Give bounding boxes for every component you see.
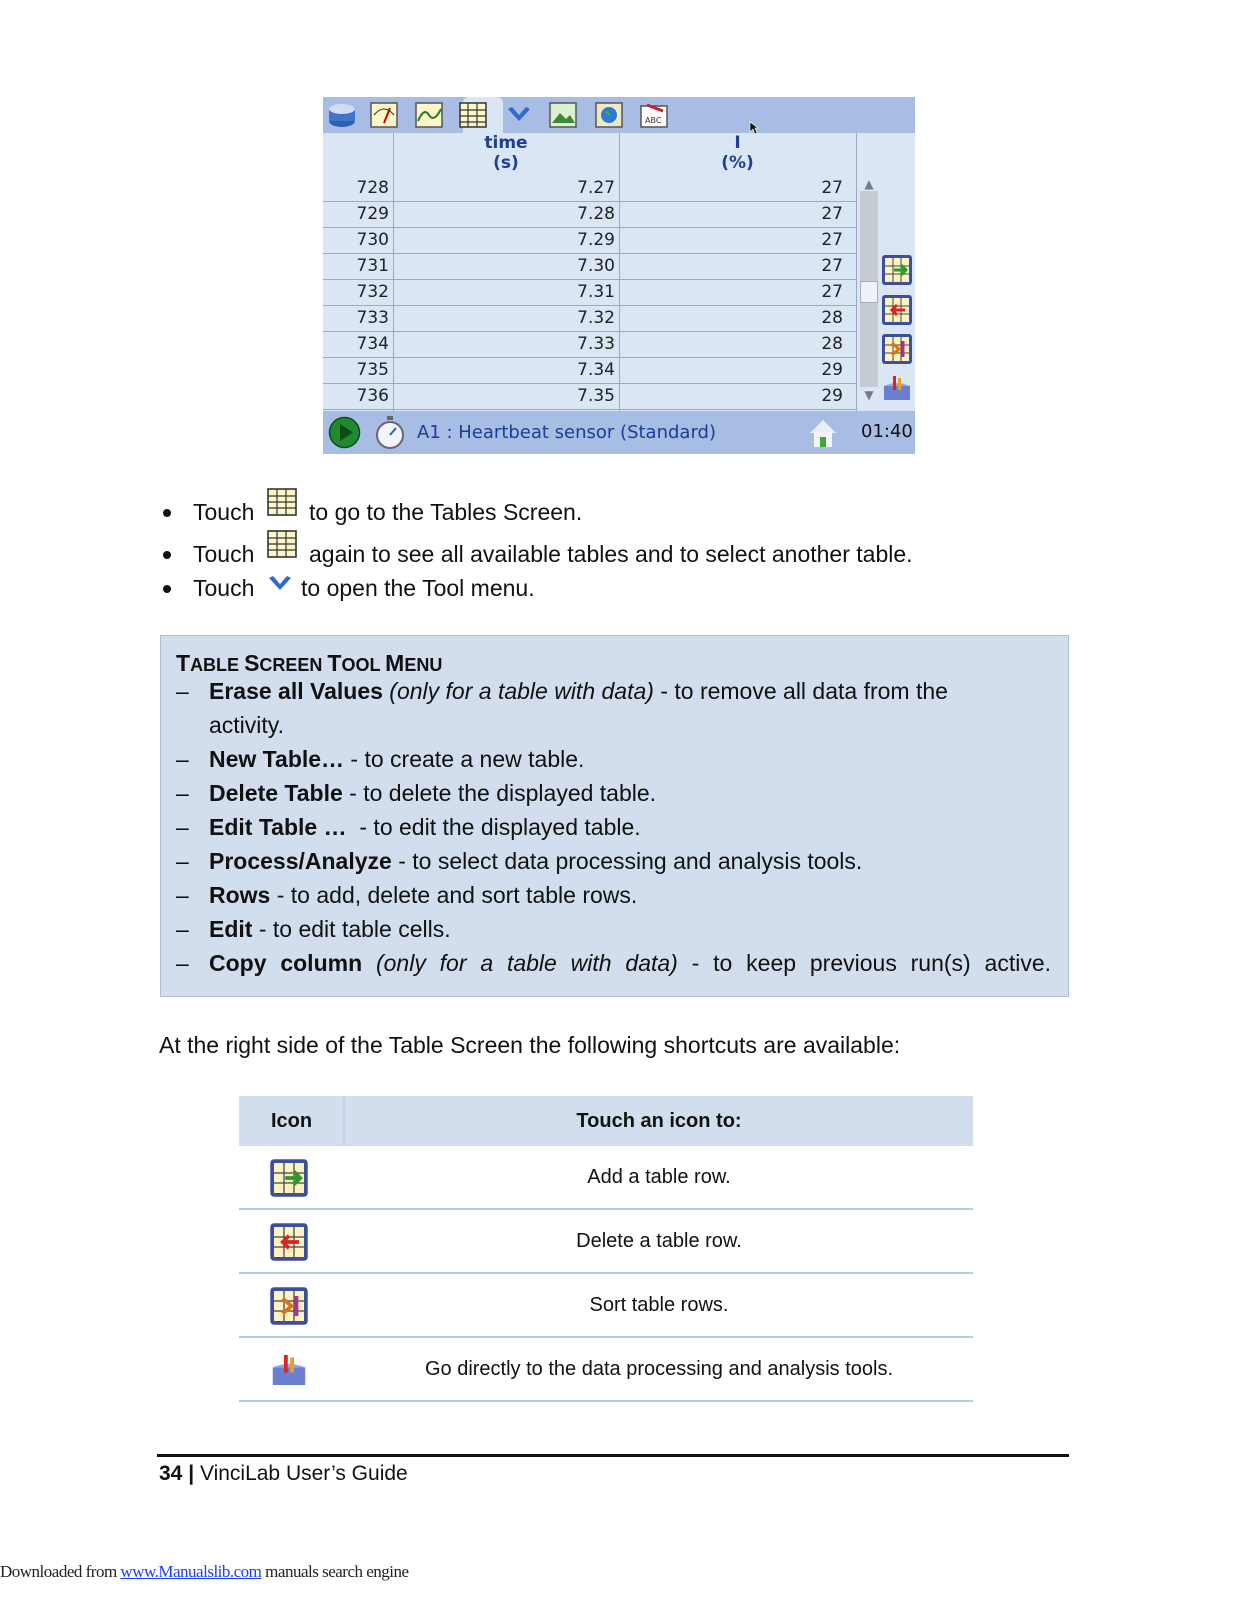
menu-item-name: New Table…: [209, 746, 345, 772]
scroll-up-arrow-icon[interactable]: ▲: [864, 177, 874, 191]
download-prefix: Downloaded from: [0, 1562, 121, 1581]
bullet-text: again to see all available tables and to select another table.: [309, 541, 913, 567]
row-number: 728: [356, 178, 389, 198]
dash: –: [176, 882, 189, 908]
table-icon[interactable]: [458, 101, 488, 129]
column-header-i-name: I: [734, 133, 741, 153]
table-row[interactable]: [323, 331, 856, 358]
bullet-text: to go to the Tables Screen.: [309, 499, 583, 525]
time-cell: 7.28: [577, 204, 615, 224]
table-row[interactable]: [323, 175, 856, 202]
dash: –: [176, 678, 189, 704]
i-cell: 27: [821, 230, 843, 250]
footer-separator: |: [188, 1462, 195, 1485]
globe-icon[interactable]: [594, 101, 624, 129]
row-number: 735: [356, 360, 389, 380]
meter-icon[interactable]: [369, 101, 399, 129]
row-number: 733: [356, 308, 389, 328]
guide-title: VinciLab User’s Guide: [199, 1462, 408, 1485]
table-row[interactable]: [323, 279, 856, 306]
image-icon[interactable]: [548, 101, 578, 129]
time-cell: 7.30: [577, 256, 615, 276]
tool-menu-chevron-icon: [267, 574, 293, 596]
table-icon: [266, 529, 298, 561]
shortcuts-table-header: [239, 1096, 973, 1146]
i-cell: 29: [821, 386, 843, 406]
footer-rule: [157, 1454, 1069, 1457]
time-cell: 7.34: [577, 360, 615, 380]
sensor-label: A1 : Heartbeat sensor (Standard): [417, 422, 716, 443]
bullet-lead: Touch: [193, 541, 255, 567]
title-part: M: [385, 650, 405, 676]
title-part: ENU: [404, 655, 443, 675]
menu-item-text: [209, 912, 1051, 946]
menu-item-desc: - to edit the displayed table.: [346, 814, 641, 840]
menu-item-name: Edit: [209, 916, 253, 942]
menu-item-name: Process/Analyze: [209, 848, 392, 874]
device-status-bar: [323, 411, 915, 454]
start-play-icon[interactable]: [328, 416, 361, 449]
i-cell: 27: [821, 178, 843, 198]
activity-icon[interactable]: [327, 101, 357, 129]
bullet-lead: Touch: [193, 499, 255, 525]
menu-item-desc: - to create a new table.: [344, 746, 585, 772]
shortcuts-intro: At the right side of the Table Screen the following shortcuts are available:: [159, 1032, 901, 1058]
shortcut-desc: Delete a table row.: [576, 1230, 742, 1252]
graph-icon[interactable]: [414, 101, 444, 129]
i-cell: 27: [821, 256, 843, 276]
title-part: CREEN: [259, 655, 328, 675]
menu-item-text: [209, 776, 1051, 810]
row-number: 734: [356, 334, 389, 354]
title-part: OOL: [341, 655, 386, 675]
column-header-i[interactable]: [619, 133, 856, 175]
table-scrollbar[interactable]: [856, 133, 881, 411]
scroll-down-arrow-icon[interactable]: ▼: [864, 388, 874, 402]
dash: –: [176, 746, 189, 772]
bullet-dot: [163, 509, 171, 517]
add-row-icon[interactable]: [881, 254, 913, 286]
stopwatch-icon[interactable]: [373, 415, 407, 451]
header-icon: Icon: [271, 1110, 313, 1132]
menu-item-name: Erase all Values: [209, 678, 383, 704]
shortcut-desc: Go directly to the data processing and analysis tools.: [424, 1358, 894, 1380]
table-row[interactable]: [323, 383, 856, 410]
bullet-lead: Touch: [193, 575, 255, 601]
toolbox-icon[interactable]: [881, 372, 913, 404]
dash: –: [176, 814, 189, 840]
menu-item-text: [209, 674, 1051, 742]
sort-rows-icon: [269, 1286, 309, 1326]
column-header-time[interactable]: [393, 133, 619, 175]
time-cell: 7.31: [577, 282, 615, 302]
tool-menu-box: [160, 635, 1069, 997]
notes-icon[interactable]: [639, 101, 669, 129]
row-number: 729: [356, 204, 389, 224]
column-header-time-unit: (s): [493, 153, 519, 173]
bullet-dot: [163, 551, 171, 559]
title-part: T: [327, 650, 342, 676]
time-cell: 7.27: [577, 178, 615, 198]
tool-menu-chevron-icon[interactable]: [504, 101, 534, 129]
device-toolbar: [323, 97, 915, 133]
menu-item-note: (only for a table with data): [389, 678, 654, 704]
i-cell: 27: [821, 282, 843, 302]
menu-item-desc: - to remove all data from the: [653, 678, 948, 704]
menu-item-desc: - to add, delete and sort table rows.: [270, 882, 638, 908]
menu-item-text: [209, 878, 1051, 912]
toolbox-icon: [269, 1350, 309, 1390]
i-cell: 28: [821, 308, 843, 328]
manualslib-link[interactable]: www.Manualslib.com: [120, 1562, 262, 1581]
time-cell: 7.29: [577, 230, 615, 250]
menu-item-name: Delete Table: [209, 780, 343, 806]
scroll-thumb[interactable]: [860, 281, 878, 303]
menu-item-desc: - to select data processing and analysis tools.: [391, 848, 863, 874]
table-row[interactable]: [323, 201, 856, 228]
menu-item-desc-cont: activity.: [209, 712, 284, 738]
menu-item-text: [209, 946, 1051, 980]
table-row: [239, 1146, 973, 1210]
column-header-time-name: time: [484, 133, 528, 153]
i-cell: 27: [821, 204, 843, 224]
delete-row-icon[interactable]: [881, 294, 913, 326]
device-data-table: [323, 133, 856, 411]
device-screenshot: [323, 97, 915, 454]
dash: –: [176, 950, 189, 976]
table-icon: [266, 487, 298, 519]
menu-item-name: Copy column: [209, 950, 363, 976]
dash: –: [176, 780, 189, 806]
menu-item-name: Edit Table …: [209, 814, 347, 840]
table-row[interactable]: [323, 357, 856, 384]
i-cell: 29: [821, 360, 843, 380]
header-desc: Touch an icon to:: [576, 1110, 742, 1132]
menu-item-text: [209, 742, 1051, 776]
shortcut-desc: Add a table row.: [587, 1166, 731, 1188]
row-number: 736: [356, 386, 389, 406]
time-cell: 7.33: [577, 334, 615, 354]
row-number: 730: [356, 230, 389, 250]
table-row: [239, 1210, 973, 1274]
menu-item-text: [209, 810, 1051, 844]
menu-item-desc: - to delete the displayed table.: [342, 780, 657, 806]
add-row-icon: [269, 1158, 309, 1198]
menu-item-note: (only for a table with data): [375, 950, 678, 976]
row-number: 731: [356, 256, 389, 276]
delete-row-icon: [269, 1222, 309, 1262]
menu-item-name: Rows: [209, 882, 271, 908]
dash: –: [176, 916, 189, 942]
time-cell: 7.35: [577, 386, 615, 406]
table-row[interactable]: [323, 253, 856, 280]
sort-rows-icon[interactable]: [881, 333, 913, 365]
download-note: [0, 1562, 409, 1582]
bullet-dot: [163, 585, 171, 593]
menu-item-desc: - to keep previous run(s) active.: [677, 950, 1052, 976]
svg-text:ABC: ABC: [645, 116, 662, 125]
dash: –: [176, 848, 189, 874]
i-cell: 28: [821, 334, 843, 354]
row-number: 732: [356, 282, 389, 302]
menu-item-erase-all-values: [176, 674, 1051, 742]
status-time: 01:40: [861, 421, 913, 442]
download-suffix: manuals search engine: [261, 1562, 409, 1581]
menu-item-text: [209, 844, 1051, 878]
title-part: ABLE: [190, 655, 245, 675]
table-row[interactable]: [323, 227, 856, 254]
tool-menu-title: [176, 650, 442, 677]
column-header-i-unit: (%): [721, 153, 754, 173]
bullet-text: to open the Tool menu.: [301, 575, 535, 601]
title-part: S: [244, 650, 260, 676]
title-part: T: [176, 650, 191, 676]
shortcut-desc: Sort table rows.: [589, 1294, 729, 1316]
menu-item-desc: - to edit table cells.: [252, 916, 451, 942]
table-row: [239, 1338, 973, 1402]
table-row[interactable]: [323, 305, 856, 332]
table-row: [239, 1274, 973, 1338]
page-number: 34: [159, 1462, 183, 1485]
home-icon[interactable]: [808, 417, 838, 449]
time-cell: 7.32: [577, 308, 615, 328]
page-footer: [159, 1462, 408, 1486]
